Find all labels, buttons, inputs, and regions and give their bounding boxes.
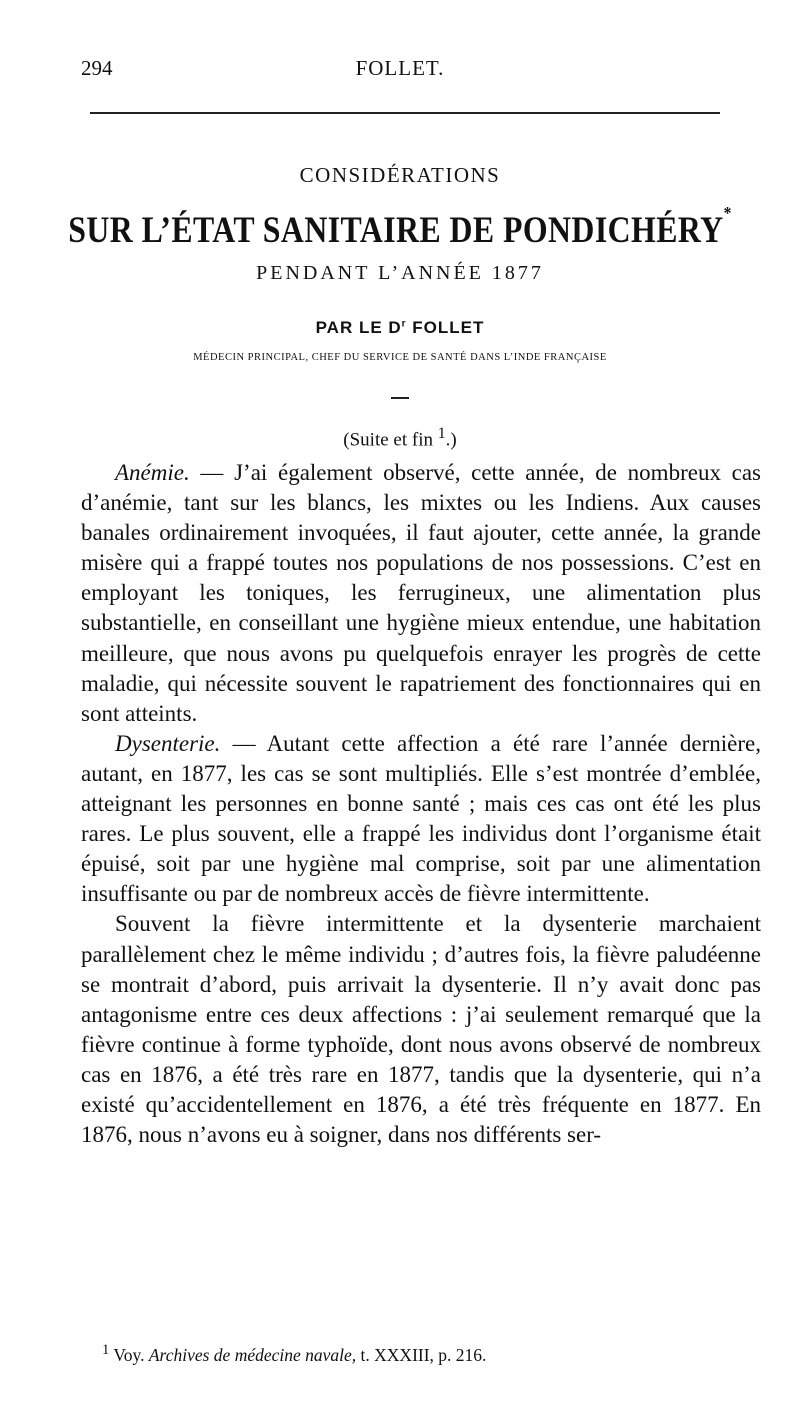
author-prefix: PAR LE D	[315, 318, 402, 337]
article-title	[56, 203, 744, 252]
suite-note	[0, 425, 800, 451]
heading-anemie: Anémie.	[115, 460, 190, 485]
title-footnote-marker: *	[723, 203, 732, 223]
paragraph-souvent	[81, 909, 761, 1150]
article-title-text: SUR L’ÉTAT SANITAIRE DE PONDICHÉRY	[68, 210, 724, 251]
footnote-prefix: Voy.	[109, 1344, 149, 1365]
author-line	[0, 318, 800, 338]
footnote-journal: Archives de médecine navale,	[148, 1344, 357, 1365]
text-anemie: — J’ai également observé, cette année, de nombreux cas d’anémie, tant sur les blancs, les mixtes ou les Indiens. Aux causes banales ordinairement invoquées, il faut ajouter, cette année, la grande misère qui a frappé toutes nos populations de nos possessions. C’est en employant les toniques, les ferrugineux, une alimentation plus substantielle, en conseillant une hygiène mieux entendue, une habitation meilleure, que nous avons pu quelquefois enrayer les progrès de cette maladie, qui nécessite souvent le rapatriement des fonctionnaires qui en sont atteints.	[81, 460, 761, 726]
text-dysenterie: — Autant cette affection a été rare l’année dernière, autant, en 1877, les cas se sont multipliés. Elle s’est montrée d’emblée, atteignant les personnes en bonne santé ; mais ces cas ont été les plus rares. Le plus souvent, elle a frappé les individus dont l’organisme était épuisé, soit par une hygiène mal comprise, soit par une alimentation insuffisante ou par de nombreux accès de fièvre intermittente.	[81, 730, 761, 907]
running-title: FOLLET.	[355, 56, 445, 80]
article-body	[81, 458, 761, 1150]
author-sup: r	[401, 318, 407, 330]
suite-footnote-ref: 1	[437, 425, 446, 442]
footnote	[102, 1342, 486, 1366]
suite-close: .)	[445, 429, 457, 451]
page-number: 294	[81, 56, 113, 80]
title-line-3: PENDANT L’ANNÉE 1877	[256, 262, 544, 284]
paragraph-dysenterie	[81, 729, 761, 910]
heading-dysenterie: Dysenterie.	[115, 730, 221, 756]
author-affiliation: MÉDECIN PRINCIPAL, CHEF DU SERVICE DE SANTÉ DANS L’INDE FRANÇAISE	[193, 352, 607, 363]
paragraph-anemie	[81, 458, 761, 729]
author-name: FOLLET	[406, 318, 485, 337]
text-souvent: Souvent la fièvre intermittente et la dysenterie marchaient parallèlement chez le même individu ; d’autres fois, la fièvre paludéenne se montrait d’abord, puis arrivait la dysenterie. Il n’y avait donc pas antagonisme entre ces deux affections : j’ai seulement remarqué que la fièvre continue à forme typhoïde, dont nous avons observé de nombreux cas en 1876, a été très rare en 1877, tandis que la dysenterie, qui n’a existé qu’accidentellement en 1876, a été très fréquente en 1877. En 1876, nous n’avons eu à soigner, dans nos différents ser-	[81, 911, 761, 1148]
title-dash	[391, 397, 409, 399]
suite-text: (Suite et fin	[343, 429, 438, 451]
footnote-suffix: t. XXXIII, p. 216.	[356, 1344, 487, 1365]
footnote-marker: 1	[102, 1342, 110, 1358]
header-rule	[90, 112, 720, 114]
title-line-1: CONSIDÉRATIONS	[299, 163, 501, 187]
running-head	[81, 56, 719, 90]
